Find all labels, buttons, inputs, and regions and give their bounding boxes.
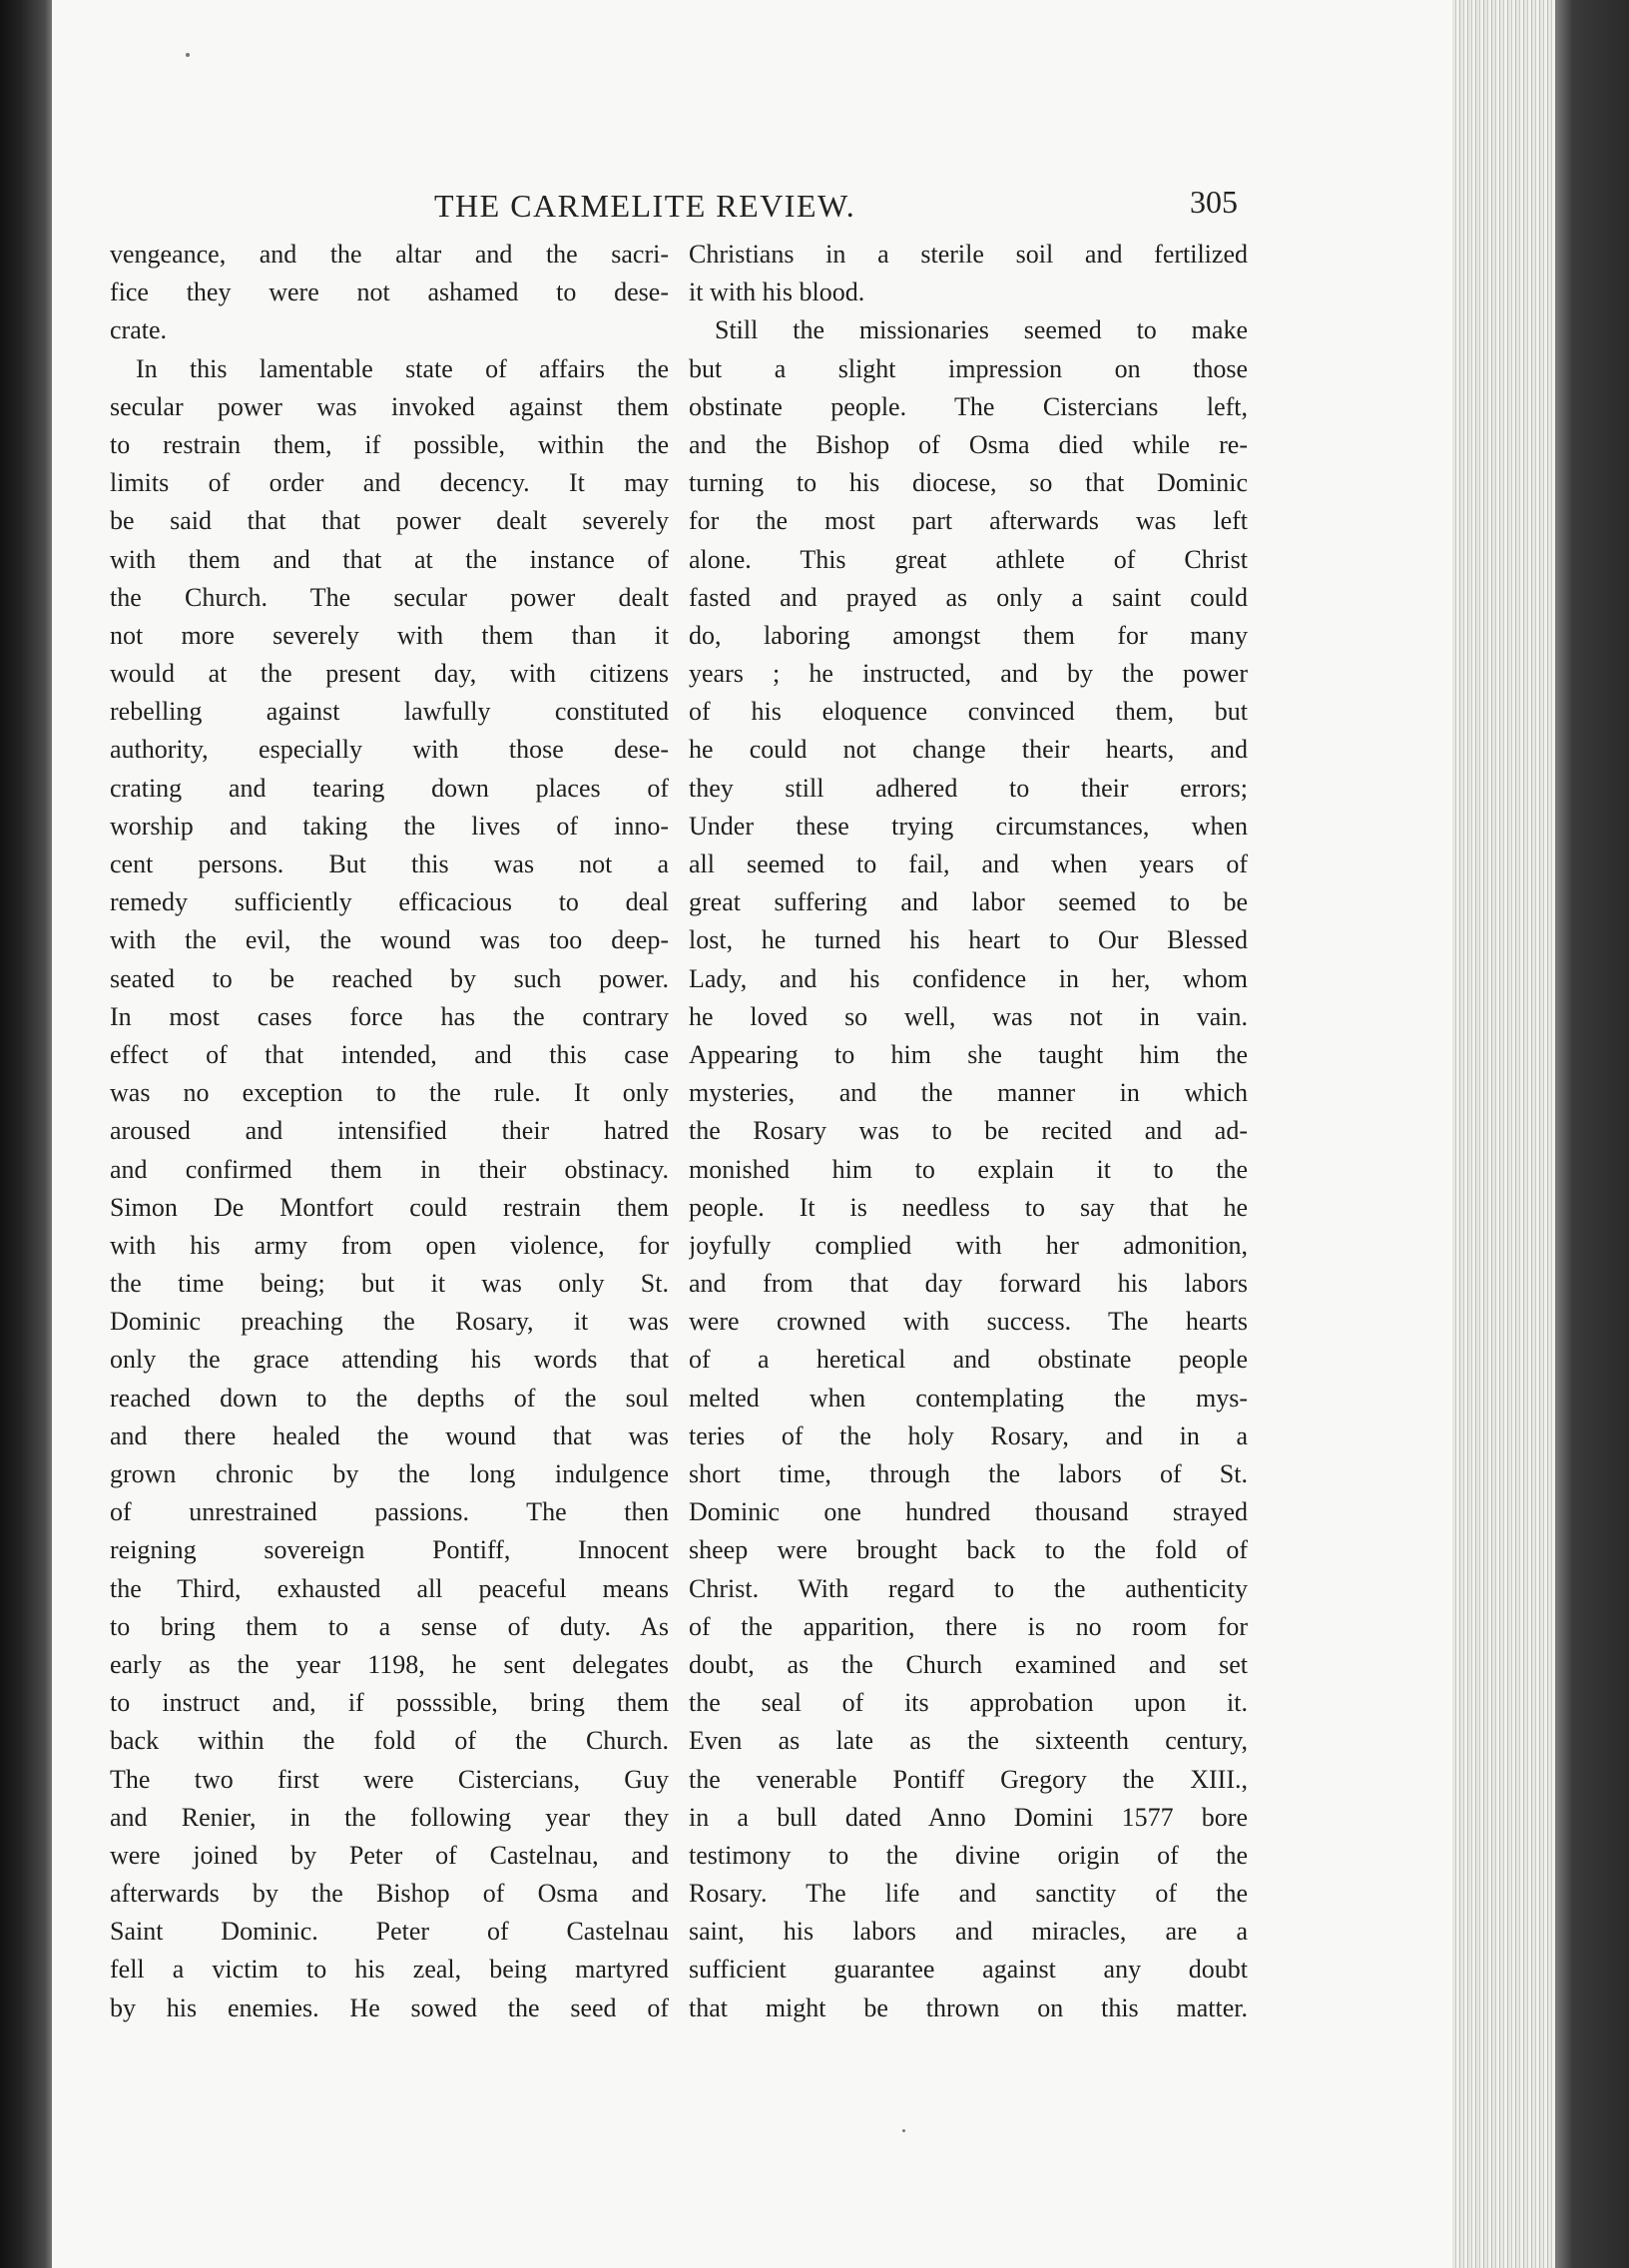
text-line: aroused and intensified their hatred <box>110 1116 669 1146</box>
text-line: Rosary. The life and sanctity of the <box>689 1879 1248 1909</box>
text-line: Even as late as the sixteenth century, <box>689 1726 1248 1756</box>
text-line: afterwards by the Bishop of Osma and <box>110 1879 669 1909</box>
text-line: do, laboring amongst them for many <box>689 620 1248 650</box>
text-line: lost, he turned his heart to Our Blessed <box>689 925 1248 955</box>
text-line: early as the year 1198, he sent delegates <box>110 1649 669 1679</box>
text-line: he could not change their hearts, and <box>689 735 1248 765</box>
text-line: of the apparition, there is no room for <box>689 1611 1248 1641</box>
text-line: not more severely with them than it <box>110 620 669 650</box>
text-line: The two first were Cistercians, Guy <box>110 1764 669 1794</box>
text-line: Simon De Montfort could restrain them <box>110 1192 669 1222</box>
text-line: Dominic preaching the Rosary, it was <box>110 1307 669 1337</box>
left-book-binding <box>0 0 58 2268</box>
text-line: they still adhered to their errors; <box>689 773 1248 803</box>
text-line: was no exception to the rule. It only <box>110 1078 669 1108</box>
text-line: fasted and prayed as only a saint could <box>689 582 1248 612</box>
text-line: obstinate people. The Cistercians left, <box>689 391 1248 421</box>
text-line: and Renier, in the following year they <box>110 1802 669 1832</box>
text-line: that might be thrown on this matter. <box>689 1992 1248 2022</box>
text-line: in a bull dated Anno Domini 1577 bore <box>689 1802 1248 1832</box>
text-line: the venerable Pontiff Gregory the XIII., <box>689 1764 1248 1794</box>
text-line: secular power was invoked against them <box>110 391 669 421</box>
text-line: monished him to explain it to the <box>689 1154 1248 1184</box>
text-line: the Third, exhausted all peaceful means <box>110 1573 669 1603</box>
text-line: the Church. The secular power dealt <box>110 582 669 612</box>
text-line: with them and that at the instance of <box>110 544 669 574</box>
text-line: In most cases force has the contrary <box>110 1001 669 1031</box>
text-line: short time, through the labors of St. <box>689 1459 1248 1488</box>
book-page-edges <box>1452 0 1557 2268</box>
text-line: to restrain them, if possible, within the <box>110 429 669 459</box>
text-line: for the most part afterwards was left <box>689 506 1248 536</box>
right-column <box>689 236 1248 2027</box>
text-line: effect of that intended, and this case <box>110 1039 669 1069</box>
text-line: cent persons. But this was not a <box>110 850 669 878</box>
text-line: back within the fold of the Church. <box>110 1726 669 1756</box>
text-line: it with his blood. <box>689 278 865 307</box>
text-line: only the grace attending his words that <box>110 1345 669 1375</box>
text-line: and the Bishop of Osma died while re- <box>689 429 1248 459</box>
text-line: In this lamentable state of affairs the <box>136 353 669 383</box>
text-line: remedy sufficiently efficacious to deal <box>110 887 669 917</box>
text-line: but a slight impression on those <box>689 353 1248 383</box>
text-line: worship and taking the lives of inno- <box>110 811 669 841</box>
text-line: Dominic one hundred thousand strayed <box>689 1497 1248 1527</box>
text-line: authority, especially with those dese- <box>110 735 669 765</box>
text-line: Christians in a sterile soil and fertilized <box>689 240 1248 269</box>
text-line: the Rosary was to be recited and ad- <box>689 1116 1248 1146</box>
text-line: of unrestrained passions. The then <box>110 1497 669 1527</box>
text-line: rebelling against lawfully constituted <box>110 697 669 727</box>
text-line: Still the missionaries seemed to make <box>715 315 1248 345</box>
text-line: melted when contemplating the mys- <box>689 1383 1248 1413</box>
text-line: crate. <box>110 315 168 345</box>
text-line: to instruct and, if posssible, bring them <box>110 1688 669 1718</box>
text-line: and confirmed them in their obstinacy. <box>110 1154 669 1184</box>
left-column <box>110 236 669 2027</box>
text-line: with his army from open violence, for <box>110 1230 669 1260</box>
text-line: seated to be reached by such power. <box>110 963 669 993</box>
text-line: Christ. With regard to the authenticity <box>689 1573 1248 1603</box>
text-line: all seemed to fail, and when years of <box>689 850 1248 878</box>
text-line: the seal of its approbation upon it. <box>689 1688 1248 1718</box>
text-line: Lady, and his confidence in her, whom <box>689 963 1248 993</box>
text-line: joyfully complied with her admonition, <box>689 1230 1248 1260</box>
text-line: years ; he instructed, and by the power <box>689 659 1248 689</box>
text-line: be said that that power dealt severely <box>110 506 669 536</box>
text-line: of a heretical and obstinate people <box>689 1345 1248 1375</box>
running-title: THE CARMELITE REVIEW. <box>434 188 856 224</box>
page-number: 305 <box>1190 184 1238 220</box>
text-line: reigning sovereign Pontiff, Innocent <box>110 1535 669 1565</box>
text-line: Saint Dominic. Peter of Castelnau <box>110 1917 669 1947</box>
right-binding-shadow <box>1555 0 1629 2268</box>
text-line: saint, his labors and miracles, are a <box>689 1917 1248 1947</box>
text-line: to bring them to a sense of duty. As <box>110 1611 669 1641</box>
text-line: and from that day forward his labors <box>689 1269 1248 1299</box>
article-body <box>110 236 1288 2082</box>
text-line: by his enemies. He sowed the seed of <box>110 1992 669 2022</box>
page-header <box>110 184 1248 238</box>
text-line: people. It is needless to say that he <box>689 1192 1248 1222</box>
text-line: were crowned with success. The hearts <box>689 1307 1248 1337</box>
text-line: crating and tearing down places of <box>110 773 669 803</box>
text-line: sheep were brought back to the fold of <box>689 1535 1248 1565</box>
text-line: teries of the holy Rosary, and in a <box>689 1420 1248 1450</box>
text-line: with the evil, the wound was too deep- <box>110 925 669 955</box>
text-line: mysteries, and the manner in which <box>689 1078 1248 1108</box>
text-line: Appearing to him she taught him the <box>689 1039 1248 1069</box>
print-speck <box>186 53 190 57</box>
text-line: would at the present day, with citizens <box>110 659 669 689</box>
print-speck <box>902 2129 905 2132</box>
text-line: fell a victim to his zeal, being martyred <box>110 1955 669 1984</box>
text-line: and there healed the wound that was <box>110 1420 669 1450</box>
text-line: alone. This great athlete of Christ <box>689 544 1248 574</box>
text-line: limits of order and decency. It may <box>110 468 669 498</box>
text-line: vengeance, and the altar and the sacri- <box>110 240 669 269</box>
text-line: were joined by Peter of Castelnau, and <box>110 1840 669 1870</box>
text-line: reached down to the depths of the soul <box>110 1383 669 1413</box>
text-line: of his eloquence convinced them, but <box>689 697 1248 727</box>
text-line: grown chronic by the long indulgence <box>110 1459 669 1488</box>
text-line: turning to his diocese, so that Dominic <box>689 468 1248 498</box>
text-line: Under these trying circumstances, when <box>689 811 1248 841</box>
text-line: he loved so well, was not in vain. <box>689 1001 1248 1031</box>
text-line: sufficient guarantee against any doubt <box>689 1955 1248 1984</box>
text-line: the time being; but it was only St. <box>110 1269 669 1299</box>
text-line: doubt, as the Church examined and set <box>689 1649 1248 1679</box>
text-line: fice they were not ashamed to dese- <box>110 278 669 307</box>
text-line: testimony to the divine origin of the <box>689 1840 1248 1870</box>
text-line: great suffering and labor seemed to be <box>689 887 1248 917</box>
